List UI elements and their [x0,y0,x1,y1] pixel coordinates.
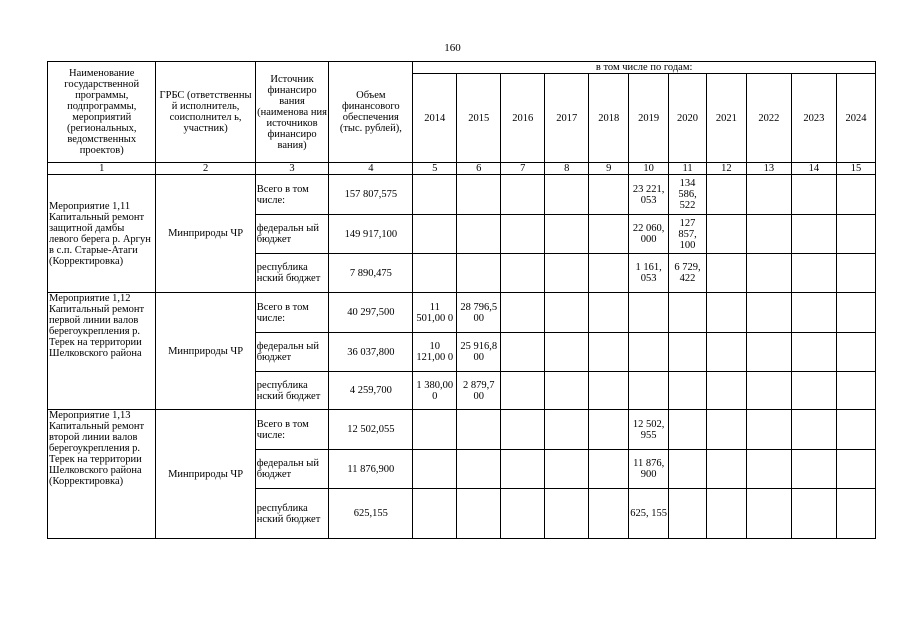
year-value-2024 [836,333,875,372]
year-value-2021 [706,333,746,372]
year-value-2016 [501,410,545,450]
year-value-2022 [746,254,791,293]
funding-source: федеральн ый бюджет [255,215,329,254]
year-value-2020 [669,372,707,410]
year-value-2014 [413,489,457,539]
year-value-2020 [669,489,707,539]
year-value-2023 [791,410,836,450]
year-value-2022 [746,333,791,372]
year-value-2016 [501,293,545,333]
measure-name: Мероприятие 1,11 Капитальный ремонт защитной дамбы левого берега р. Аргун в с.п. Старые-Атаги (Корректировка) [48,175,156,293]
year-value-2020: 127 857, 100 [669,215,707,254]
year-value-2022 [746,293,791,333]
column-number: 6 [457,163,501,175]
year-value-2021 [706,175,746,215]
year-value-2015 [457,175,501,215]
year-value-2020 [669,410,707,450]
year-value-2022 [746,489,791,539]
year-value-2019 [629,372,669,410]
year-value-2018 [589,333,629,372]
measure-name: Мероприятие 1,13 Капитальный ремонт второй линии валов берегоукрепления р. Терек на территории Шелковского района (Корректировка) [48,410,156,539]
year-value-2016 [501,489,545,539]
year-value-2017 [545,489,589,539]
year-value-2015 [457,254,501,293]
year-header: 2023 [791,74,836,163]
year-value-2021 [706,293,746,333]
funding-source: федеральн ый бюджет [255,450,329,489]
year-value-2014 [413,450,457,489]
year-value-2019: 625, 155 [629,489,669,539]
funding-source: федеральн ый бюджет [255,333,329,372]
funding-source: Всего в том числе: [255,410,329,450]
funding-volume: 157 807,575 [329,175,413,215]
year-value-2018 [589,215,629,254]
year-value-2022 [746,450,791,489]
year-value-2017 [545,410,589,450]
year-value-2014: 11 501,00 0 [413,293,457,333]
year-value-2022 [746,175,791,215]
year-value-2015 [457,450,501,489]
year-value-2021 [706,254,746,293]
grbs-cell: Минприроды ЧР [156,410,255,539]
year-value-2015: 25 916,8 00 [457,333,501,372]
header-years-caption: в том числе по годам: [413,62,876,74]
year-value-2017 [545,215,589,254]
funding-volume: 11 876,900 [329,450,413,489]
year-header: 2022 [746,74,791,163]
year-value-2021 [706,450,746,489]
column-number: 15 [836,163,875,175]
year-value-2017 [545,450,589,489]
table-row [48,410,876,450]
year-value-2023 [791,489,836,539]
year-header: 2014 [413,74,457,163]
year-value-2020 [669,293,707,333]
year-value-2017 [545,293,589,333]
column-number: 3 [255,163,329,175]
header-row [48,62,876,74]
column-number: 2 [156,163,255,175]
year-value-2024 [836,293,875,333]
grbs-cell: Минприроды ЧР [156,175,255,293]
funding-volume: 149 917,100 [329,215,413,254]
year-header: 2021 [706,74,746,163]
year-value-2018 [589,450,629,489]
column-number: 14 [791,163,836,175]
grbs-cell: Минприроды ЧР [156,293,255,410]
year-value-2015 [457,215,501,254]
year-value-2020 [669,450,707,489]
year-header: 2018 [589,74,629,163]
header-source: Источник финансиро вания (наименова ния источников финансиро вания) [255,62,329,163]
year-value-2023 [791,333,836,372]
year-value-2021 [706,410,746,450]
year-value-2024 [836,489,875,539]
column-number: 8 [545,163,589,175]
year-header: 2015 [457,74,501,163]
year-value-2015 [457,489,501,539]
year-value-2017 [545,372,589,410]
year-value-2018 [589,410,629,450]
year-value-2014 [413,410,457,450]
year-value-2023 [791,372,836,410]
year-value-2018 [589,175,629,215]
table-body [48,175,876,539]
year-value-2015 [457,410,501,450]
year-value-2024 [836,254,875,293]
column-numbers-row [48,163,876,175]
year-value-2024 [836,215,875,254]
year-value-2014 [413,175,457,215]
year-value-2019: 12 502, 955 [629,410,669,450]
year-value-2017 [545,333,589,372]
funding-source: Всего в том числе: [255,293,329,333]
year-value-2014 [413,254,457,293]
table-row [48,175,876,215]
year-value-2021 [706,215,746,254]
year-value-2017 [545,175,589,215]
year-value-2022 [746,372,791,410]
year-value-2019: 1 161, 053 [629,254,669,293]
funding-source: Всего в том числе: [255,175,329,215]
header-grbs: ГРБС (ответственны й исполнитель, соисполнител ь, участник) [156,62,255,163]
year-value-2016 [501,333,545,372]
year-value-2016 [501,372,545,410]
year-value-2023 [791,450,836,489]
financing-table [47,61,876,539]
year-value-2018 [589,372,629,410]
year-value-2018 [589,254,629,293]
year-value-2023 [791,293,836,333]
column-number: 12 [706,163,746,175]
year-value-2016 [501,215,545,254]
year-value-2019: 11 876, 900 [629,450,669,489]
year-header: 2017 [545,74,589,163]
year-value-2020: 6 729, 422 [669,254,707,293]
year-value-2016 [501,450,545,489]
year-value-2019 [629,333,669,372]
year-value-2021 [706,489,746,539]
year-value-2015: 2 879,7 00 [457,372,501,410]
year-value-2018 [589,489,629,539]
column-number: 1 [48,163,156,175]
column-number: 5 [413,163,457,175]
year-value-2017 [545,254,589,293]
year-value-2014: 10 121,00 0 [413,333,457,372]
year-value-2014: 1 380,00 0 [413,372,457,410]
year-header: 2019 [629,74,669,163]
funding-source: республика нский бюджет [255,489,329,539]
year-value-2022 [746,215,791,254]
column-number: 7 [501,163,545,175]
year-value-2019: 23 221, 053 [629,175,669,215]
year-value-2023 [791,215,836,254]
column-number: 13 [746,163,791,175]
column-number: 10 [629,163,669,175]
column-number: 9 [589,163,629,175]
column-number: 11 [669,163,707,175]
year-value-2024 [836,175,875,215]
column-number: 4 [329,163,413,175]
year-header: 2024 [836,74,875,163]
year-value-2023 [791,175,836,215]
funding-volume: 12 502,055 [329,410,413,450]
header-volume: Объем финансового обеспечения (тыс. рублей), [329,62,413,163]
year-value-2024 [836,410,875,450]
funding-source: республика нский бюджет [255,254,329,293]
year-value-2022 [746,410,791,450]
year-header: 2020 [669,74,707,163]
measure-name: Мероприятие 1,12 Капитальный ремонт первой линии валов берегоукрепления р. Терек на территории Шелковского района [48,293,156,410]
funding-volume: 40 297,500 [329,293,413,333]
funding-volume: 36 037,800 [329,333,413,372]
page-number: 160 [444,42,461,54]
year-header: 2016 [501,74,545,163]
year-value-2019: 22 060, 000 [629,215,669,254]
year-value-2020 [669,333,707,372]
year-value-2020: 134 586, 522 [669,175,707,215]
year-value-2023 [791,254,836,293]
year-value-2019 [629,293,669,333]
funding-volume: 7 890,475 [329,254,413,293]
year-value-2021 [706,372,746,410]
year-value-2016 [501,175,545,215]
year-value-2015: 28 796,5 00 [457,293,501,333]
year-value-2016 [501,254,545,293]
year-value-2024 [836,450,875,489]
funding-volume: 625,155 [329,489,413,539]
year-value-2014 [413,215,457,254]
funding-volume: 4 259,700 [329,372,413,410]
table-row [48,293,876,333]
year-value-2018 [589,293,629,333]
year-value-2024 [836,372,875,410]
funding-source: республика нский бюджет [255,372,329,410]
header-name: Наименование государственной программы, подпрограммы, мероприятий (региональных, ведомственных проектов) [48,62,156,163]
